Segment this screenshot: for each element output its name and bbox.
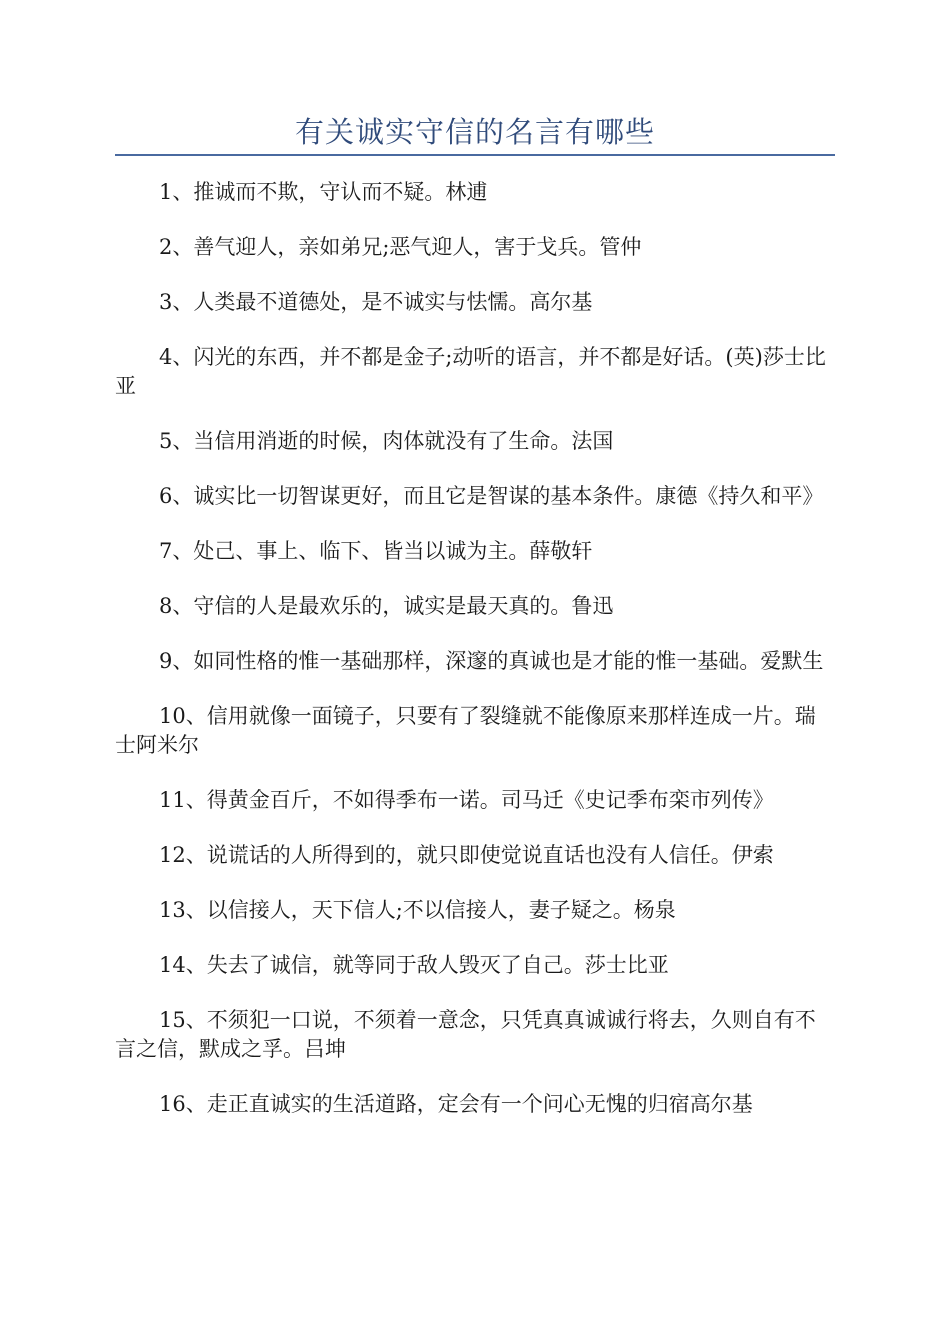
title-underline (115, 154, 835, 156)
quote-item: 3、人类最不道德处，是不诚实与怯懦。高尔基 (159, 290, 593, 314)
quote-item: 10、信用就像一面镜子，只要有了裂缝就不能像原来那样连成一片。瑞士阿米尔 (115, 704, 816, 757)
quote-item: 9、如同性格的惟一基础那样，深邃的真诚也是才能的惟一基础。爱默生 (159, 649, 824, 673)
quote-item: 15、不须犯一口说，不须着一意念，只凭真真诚诚行将去，久则自有不言之信，默成之孚。吕坤 (115, 1008, 816, 1061)
quote-item: 7、处己、事上、临下、皆当以诚为主。薛敬轩 (159, 539, 593, 563)
quote-item: 4、闪光的东西，并不都是金子;动听的语言，并不都是好话。(英)莎士比亚 (115, 345, 826, 398)
quote-list (115, 178, 835, 1145)
quote-item: 2、善气迎人，亲如弟兄;恶气迎人，害于戈兵。管仲 (159, 235, 642, 259)
quote-item: 8、守信的人是最欢乐的，诚实是最天真的。鲁迅 (159, 594, 614, 618)
quote-item: 5、当信用消逝的时候，肉体就没有了生命。法国 (159, 429, 614, 453)
quote-item: 16、走正直诚实的生活道路，定会有一个问心无愧的归宿高尔基 (159, 1092, 753, 1116)
quote-item: 11、得黄金百斤，不如得季布一诺。司马迁《史记季布栾市列传》 (159, 788, 774, 812)
quote-item: 1、推诚而不欺，守认而不疑。林逋 (159, 180, 488, 204)
quote-item: 14、失去了诚信，就等同于敌人毁灭了自己。莎士比亚 (159, 953, 669, 977)
page-title: 有关诚实守信的名言有哪些 (294, 115, 655, 149)
quote-item: 13、以信接人，天下信人;不以信接人，妻子疑之。杨泉 (159, 898, 676, 922)
quote-item: 6、诚实比一切智谋更好，而且它是智谋的基本条件。康德《持久和平》 (159, 484, 824, 508)
quote-item: 12、说谎话的人所得到的，就只即使觉说直话也没有人信任。伊索 (159, 843, 774, 867)
